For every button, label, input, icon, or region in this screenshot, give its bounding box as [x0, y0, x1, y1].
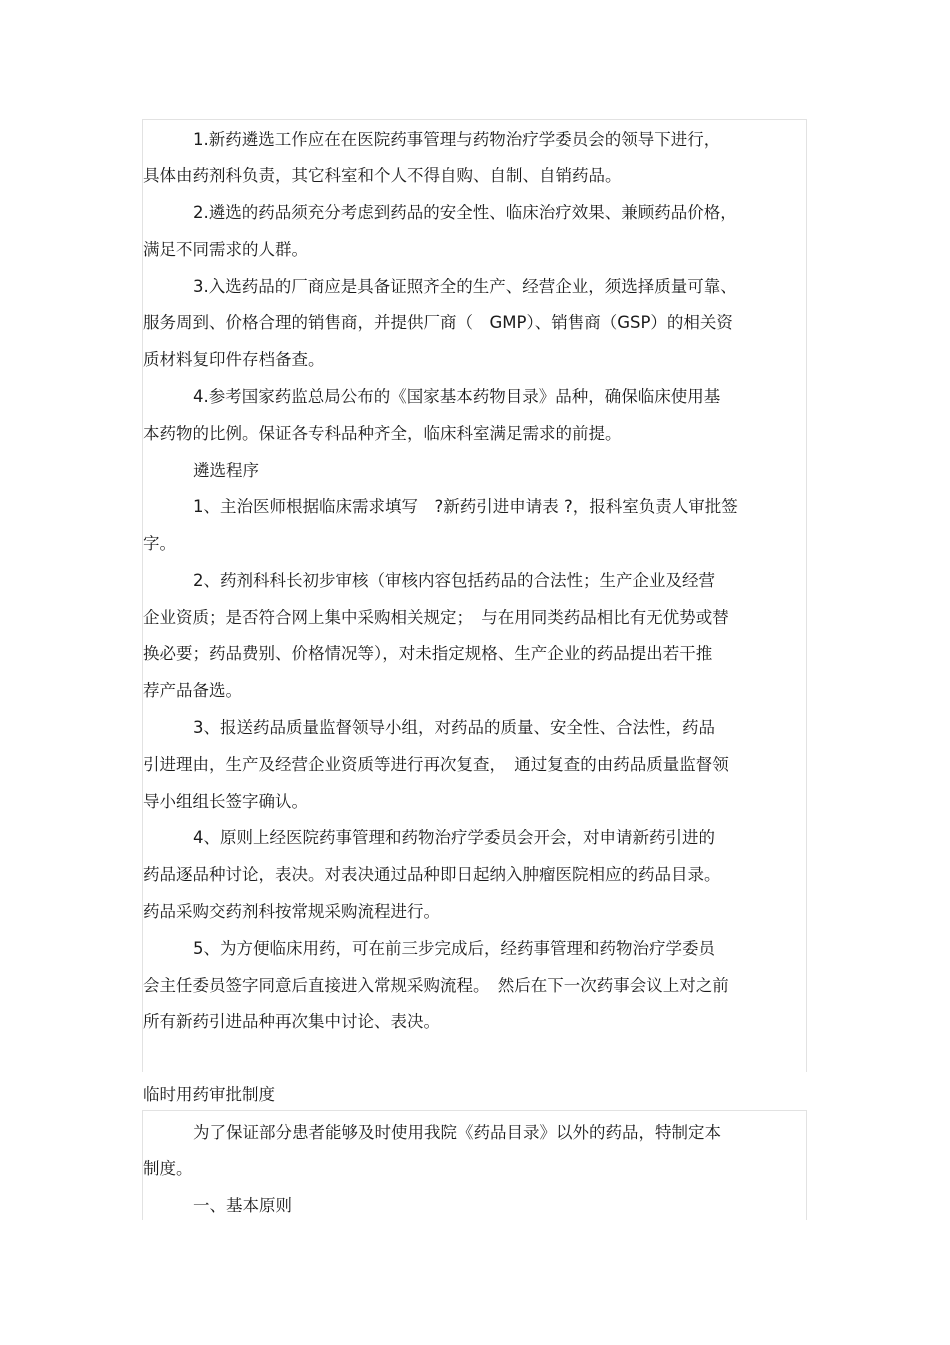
paragraph-line: 导小组组长签字确认。: [143, 792, 308, 811]
paragraph-line: 1、主治医师根据临床需求填写 ?新药引进申请表 ?，报科室负责人审批签: [193, 497, 738, 516]
paragraph-line: 企业资质；是否符合网上集中采购相关规定； 与在用同类药品相比有无优势或替: [143, 608, 729, 627]
paragraph-line: 所有新药引进品种再次集中讨论、表决。: [143, 1012, 440, 1031]
paragraph-line: 具体由药剂科负责，其它科室和个人不得自购、自制、自销药品。: [143, 166, 622, 185]
paragraph-line: 满足不同需求的人群。: [143, 240, 308, 259]
paragraph-line: 为了保证部分患者能够及时使用我院《药品目录》以外的药品，特制定本: [193, 1123, 721, 1142]
paragraph-line: 质材料复印件存档备查。: [143, 350, 325, 369]
paragraph-line: 2、药剂科科长初步审核（审核内容包括药品的合法性；生产企业及经营: [193, 571, 715, 590]
paragraph-line: 荐产品备选。: [143, 681, 242, 700]
paragraph-line: 服务周到、价格合理的销售商，并提供厂商（ GMP）、销售商（GSP）的相关资: [143, 313, 733, 332]
paragraph-line: 本药物的比例。保证各专科品种齐全，临床科室满足需求的前提。: [143, 424, 622, 443]
content-box-procedure: [142, 119, 807, 1072]
paragraph-line: 3.入选药品的厂商应是具备证照齐全的生产、经营企业，须选择质量可靠、: [193, 277, 737, 296]
section-heading-selection-procedure: 遴选程序: [193, 461, 259, 480]
paragraph-line: 药品逐品种讨论，表决。对表决通过品种即日起纳入肿瘤医院相应的药品目录。: [143, 865, 721, 884]
paragraph-line: 3、报送药品质量监督领导小组，对药品的质量、安全性、合法性，药品: [193, 718, 715, 737]
section-title-temporary-drug-approval: 临时用药审批制度: [143, 1085, 275, 1104]
paragraph-line: 药品采购交药剂科按常规采购流程进行。: [143, 902, 440, 921]
subsection-heading-basic-principles: 一、基本原则: [193, 1196, 292, 1215]
paragraph-line: 引进理由，生产及经营企业资质等进行再次复查， 通过复查的由药品质量监督领: [143, 755, 729, 774]
paragraph-line: 4.参考国家药监总局公布的《国家基本药物目录》品种，确保临床使用基: [193, 387, 721, 406]
paragraph-line: 字。: [143, 534, 176, 553]
paragraph-line: 制度。: [143, 1159, 193, 1178]
paragraph-line: 会主任委员签字同意后直接进入常规采购流程。 然后在下一次药事会议上对之前: [143, 976, 729, 995]
paragraph-line: 换必要；药品费别、价格情况等），对未指定规格、生产企业的药品提出若干推: [143, 644, 713, 663]
paragraph-line: 1.新药遴选工作应在在医院药事管理与药物治疗学委员会的领导下进行，: [193, 130, 721, 149]
paragraph-line: 4、原则上经医院药事管理和药物治疗学委员会开会，对申请新药引进的: [193, 828, 715, 847]
paragraph-line: 2.遴选的药品须充分考虑到药品的安全性、临床治疗效果、兼顾药品价格，: [193, 203, 737, 222]
paragraph-line: 5、为方便临床用药，可在前三步完成后，经药事管理和药物治疗学委员: [193, 939, 715, 958]
